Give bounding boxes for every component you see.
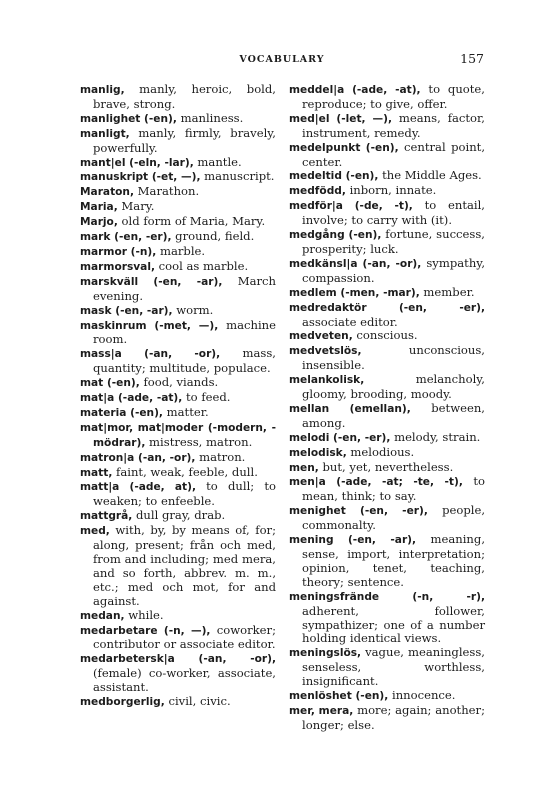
dictionary-entry xyxy=(80,215,276,230)
dictionary-entry xyxy=(80,260,276,275)
entry-headword: maskinrum (-met, —), xyxy=(80,319,219,332)
entry-headword: manligt, xyxy=(80,127,130,140)
dictionary-entry xyxy=(289,646,485,689)
entry-definition: conscious. xyxy=(352,328,418,343)
page-header xyxy=(80,51,484,67)
entry-headword: manlighet (-en), xyxy=(80,112,177,125)
entry-headword: medgång (-en), xyxy=(289,229,382,242)
dictionary-entry xyxy=(80,406,276,421)
entry-headword: mat|a (-ade, -at), xyxy=(80,392,183,405)
entry-definition: to mean, think; to say. xyxy=(302,474,486,504)
entry-definition: matter. xyxy=(162,404,209,419)
entry-headword: marmor (-n), xyxy=(80,245,157,258)
entry-definition: dull gray, drab. xyxy=(132,508,226,523)
entry-definition: mantle. xyxy=(193,154,242,169)
entry-headword: menighet (-en, -er), xyxy=(289,505,428,518)
entry-headword: matt, xyxy=(80,466,113,479)
entry-headword: medveten, xyxy=(289,330,353,343)
dictionary-entry xyxy=(289,199,485,228)
dictionary-entry xyxy=(80,391,276,406)
entry-definition: manly, firmly, bravely, powerfully. xyxy=(93,125,276,155)
entry-headword: mattgrå, xyxy=(80,510,133,523)
entry-definition: while. xyxy=(124,607,164,622)
entry-headword: matt|a (-ade, at), xyxy=(80,481,196,494)
entry-headword: med, xyxy=(80,525,110,538)
entry-headword: melankolisk, xyxy=(289,374,365,387)
dictionary-entry xyxy=(289,329,485,344)
dictionary-entry xyxy=(80,451,276,466)
entry-definition: March evening. xyxy=(93,273,276,303)
dictionary-entry xyxy=(289,83,485,112)
entry-headword: men, xyxy=(289,461,319,474)
entry-headword: mark (-en, -er), xyxy=(80,231,172,244)
entry-definition: civil, civic. xyxy=(164,694,231,709)
running-head: VOCABULARY xyxy=(239,54,325,65)
dictionary-entry xyxy=(289,344,485,373)
entry-definition: inborn, innate. xyxy=(345,183,437,198)
entry-headword: medlem (-men, -mar), xyxy=(289,286,420,299)
left-column xyxy=(80,83,276,710)
dictionary-entry xyxy=(80,347,276,376)
dictionary-entry xyxy=(289,431,485,446)
entry-definition: machine room. xyxy=(93,317,277,347)
dictionary-entry xyxy=(80,170,276,185)
dictionary-entry xyxy=(80,156,276,171)
entry-definition: unconscious, insensible. xyxy=(302,343,485,373)
entry-definition: to dull; to weaken; to enfeeble. xyxy=(93,479,277,509)
entry-definition: manuscript. xyxy=(200,169,275,184)
entry-definition: manly, heroic, bold, brave, strong. xyxy=(93,82,276,111)
entry-definition: means, factor, instrument, remedy. xyxy=(302,110,485,140)
entry-headword: medarbetare (-n, —), xyxy=(80,624,211,637)
dictionary-entry xyxy=(80,304,276,319)
entry-definition: mistress, matron. xyxy=(145,434,253,449)
dictionary-entry xyxy=(289,475,485,504)
dictionary-entry xyxy=(80,230,276,245)
dictionary-entry xyxy=(80,376,276,391)
entry-headword: mat (-en), xyxy=(80,377,140,390)
dictionary-entry xyxy=(289,504,485,533)
dictionary-entry xyxy=(80,421,276,451)
entry-definition: melodious. xyxy=(346,444,415,459)
entry-headword: medredaktör (-en, -er), xyxy=(289,301,485,314)
entry-headword: mant|el (-eln, -lar), xyxy=(80,156,194,169)
page-number: 157 xyxy=(460,51,484,66)
entry-definition: central point, center. xyxy=(302,139,486,169)
entry-definition: matron. xyxy=(195,449,246,464)
dictionary-entry xyxy=(289,286,485,301)
entry-definition: between, among. xyxy=(302,400,485,430)
dictionary-entry xyxy=(80,275,276,304)
entry-headword: medfödd, xyxy=(289,185,346,198)
dictionary-entry xyxy=(289,373,485,402)
entry-headword: Marjo, xyxy=(80,216,118,229)
dictionary-entry xyxy=(289,446,485,461)
entry-definition: Mary. xyxy=(117,199,155,214)
entry-headword: manlig, xyxy=(80,84,125,96)
dictionary-entry xyxy=(80,652,276,695)
dictionary-entry xyxy=(289,228,485,257)
entry-headword: medborgerlig, xyxy=(80,696,165,709)
entry-definition: melody, strain. xyxy=(390,429,481,444)
dictionary-entry xyxy=(289,301,485,330)
dictionary-entry xyxy=(80,695,276,710)
entry-definition: mass, quantity; multitude, populace. xyxy=(93,346,276,376)
entry-definition: fortune, success, prosperity; luck. xyxy=(302,227,485,256)
entry-definition: associate editor. xyxy=(302,314,398,329)
entry-definition: food, viands. xyxy=(139,375,219,390)
entry-headword: melodi (-en, -er), xyxy=(289,431,391,444)
entry-definition: more; again; another; longer; else. xyxy=(302,702,485,732)
dictionary-entry xyxy=(289,141,485,170)
dictionary-entry xyxy=(289,184,485,199)
dictionary-entry xyxy=(289,704,485,733)
entry-headword: medeltid (-en), xyxy=(289,170,379,183)
entry-headword: mask (-en, -ar), xyxy=(80,304,173,317)
dictionary-entry xyxy=(289,689,485,704)
entry-headword: mat|mor, mat|moder (-modern, -mödrar), xyxy=(80,421,276,449)
entry-headword: Maraton, xyxy=(80,186,134,199)
dictionary-entry xyxy=(80,245,276,260)
entry-headword: medvetslös, xyxy=(289,345,362,358)
entry-definition: to entail, involve; to carry with (it). xyxy=(302,198,485,228)
dictionary-entry xyxy=(80,83,276,112)
entry-headword: melodisk, xyxy=(289,446,347,459)
entry-definition: marble. xyxy=(156,243,206,258)
entry-definition: ground, field. xyxy=(171,229,255,244)
entry-headword: marskväll (-en, -ar), xyxy=(80,275,223,288)
dictionary-entry xyxy=(80,319,276,348)
dictionary-entry xyxy=(80,200,276,215)
entry-headword: manuskript (-et, —), xyxy=(80,171,201,184)
entry-headword: medarbetersk|a (-an, -or), xyxy=(80,653,276,666)
entry-headword: medan, xyxy=(80,609,125,622)
entry-definition: but, yet, nevertheless. xyxy=(318,459,454,474)
entry-definition: coworker; contributor or associate editor. xyxy=(93,622,276,652)
entry-headword: medelpunkt (-en), xyxy=(289,141,399,154)
dictionary-entry xyxy=(80,524,276,608)
dictionary-entry xyxy=(289,112,485,141)
dictionary-entry xyxy=(80,624,276,653)
dictionary-entry xyxy=(289,533,485,590)
entry-definition: melancholy, gloomy, brooding, moody. xyxy=(302,372,485,402)
entry-headword: mellan (emellan), xyxy=(289,402,411,415)
dictionary-entry xyxy=(289,461,485,476)
dictionary-entry xyxy=(80,509,276,524)
entry-definition: the Middle Ages. xyxy=(378,168,482,183)
entry-definition: innocence. xyxy=(388,688,456,703)
entry-definition: adherent, follower, sympathizer; one of a number holding identical views. xyxy=(302,603,485,646)
entry-headword: meddel|a (-ade, -at), xyxy=(289,84,421,96)
right-column xyxy=(289,83,485,733)
dictionary-entry xyxy=(289,590,485,647)
dictionary-entry xyxy=(289,257,485,286)
entry-definition: people, commonalty. xyxy=(302,503,486,533)
entry-headword: meningslös, xyxy=(289,647,362,660)
entry-headword: mass|a (-an, -or), xyxy=(80,348,221,361)
entry-headword: meningsfrände (-n, -r), xyxy=(289,590,485,603)
entry-headword: medför|a (-de, -t), xyxy=(289,200,413,213)
entry-headword: mening (-en, -ar), xyxy=(289,534,417,547)
entry-definition: old form of Maria, Mary. xyxy=(117,214,266,229)
dictionary-entry xyxy=(289,169,485,184)
entry-definition: to feed. xyxy=(182,390,231,405)
entry-definition: meaning, sense, import, interpretation; opinion, tenet, teaching, theory; sentence. xyxy=(302,532,486,589)
dictionary-entry xyxy=(80,480,276,509)
entry-definition: faint, weak, feeble, dull. xyxy=(112,464,258,479)
entry-headword: materia (-en), xyxy=(80,406,163,419)
dictionary-entry xyxy=(80,466,276,481)
entry-headword: matron|a (-an, -or), xyxy=(80,451,196,464)
entry-definition: vague, meaningless, senseless, worthless, insignificant. xyxy=(302,645,485,689)
dictionary-entry xyxy=(80,127,276,156)
entry-definition: to quote, reproduce; to give, offer. xyxy=(302,82,485,111)
dictionary-entry xyxy=(289,402,485,431)
entry-definition: manliness. xyxy=(176,110,244,125)
entry-definition: Marathon. xyxy=(133,184,200,199)
dictionary-entry xyxy=(80,609,276,624)
entry-headword: marmorsval, xyxy=(80,260,155,273)
entry-definition: (female) co-worker, associate, assistant. xyxy=(93,666,276,695)
entry-headword: men|a (-ade, -at; -te, -t), xyxy=(289,476,463,489)
entry-definition: worm. xyxy=(172,302,214,317)
entry-headword: menlöshet (-en), xyxy=(289,690,389,703)
entry-definition: with, by, by means of, for; along, present; från och med, from and including; med mera, and so forth, abbrev. m. m., etc.; med och mot, for and against. xyxy=(93,523,276,608)
entry-definition: sympathy, compassion. xyxy=(302,255,485,285)
entry-headword: medkänsl|a (-an, -or), xyxy=(289,257,422,270)
entry-headword: mer, mera, xyxy=(289,704,354,717)
entry-definition: cool as marble. xyxy=(154,258,249,273)
dictionary-entry xyxy=(80,185,276,200)
entry-definition: member. xyxy=(419,284,475,299)
entry-headword: Maria, xyxy=(80,201,118,214)
entry-headword: med|el (-let, —), xyxy=(289,112,392,125)
dictionary-entry xyxy=(80,112,276,127)
